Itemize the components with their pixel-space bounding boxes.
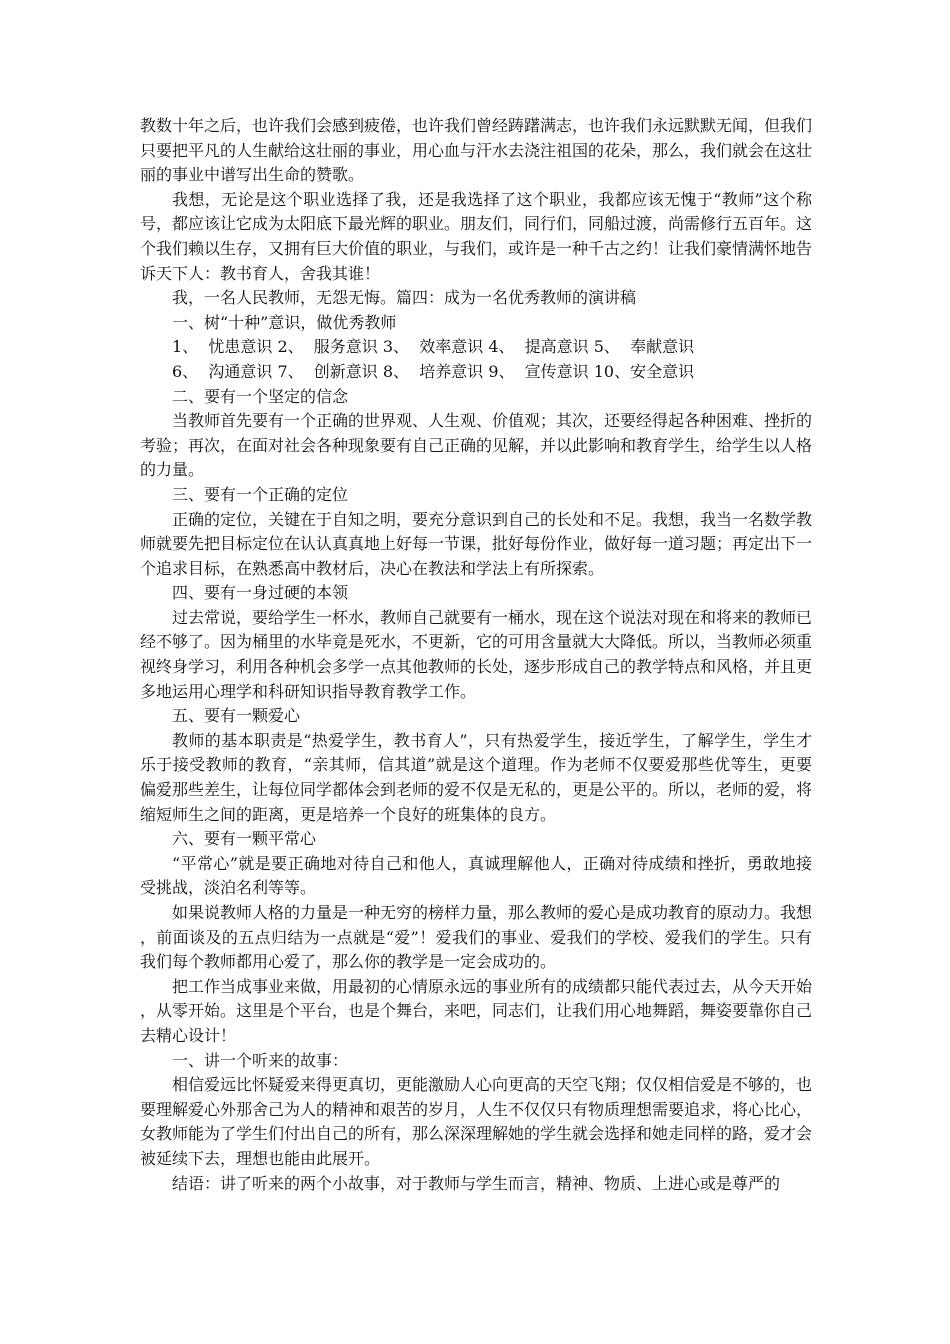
paragraph-8: “平常心”就是要正确地对待自己和他人，真诚理解他人，正确对待成绩和挫折，勇敢地接受挑战，淡泊名利等等。 (140, 853, 812, 898)
section-heading-1: 一、树“十种”意识，做优秀教师 (172, 312, 397, 332)
paragraph-2: 我想，无论是这个职业选择了我，还是我选择了这个职业，我都应该无愧于“教师”这个称号，都应该让它成为太阳底下最光辉的职业。朋友们，同行们，同船过渡，尚需修行五百年。这个我们赖以生存，又拥有巨大价值的职业，与我们，或许是一种千古之约！让我们豪情满怀地告诉天下人：教书育人，舍我其谁！ (140, 189, 813, 283)
paragraph-4: 当教师首先要有一个正确的世界观、人生观、价值观；其次，还要经得起各种困难、挫折的考验；再次，在面对社会各种现象要有自己正确的见解，并以此影响和教育学生，给学生以人格的力量。 (140, 411, 813, 480)
awareness-list-line-2: 6、 沟通意识 7、 创新意识 8、 培养意识 9、 宣传意识 10、安全意识 (172, 361, 695, 381)
paragraph-10: 把工作当成事业来做，用最初的心情原永远的事业所有的成绩都只能代表过去，从今天开始，从零开始。这里是个平台，也是个舞台，来吧，同志们，让我们用心地舞蹈，舞姿要靠你自己去精心设计！ (140, 976, 813, 1045)
paragraph-3: 我，一名人民教师，无怨无悔。篇四：成为一名优秀教师的演讲稿 (172, 288, 637, 308)
paragraph-1: 教数十年之后，也许我们会感到疲倦，也许我们曾经踌躇满志，也许我们永远默默无闻，但我们只要把平凡的人生献给这壮丽的事业，用心血与汗水去浇注祖国的花朵，那么，我们就会在这壮丽的事业中谱写出生命的赞歌。 (140, 116, 813, 185)
awareness-list-line-1: 1、 忧患意识 2、 服务意识 3、 效率意识 4、 提高意识 5、 奉献意识 (172, 337, 695, 357)
paragraph-conclusion: 结语：讲了听来的两个小故事，对于教师与学生而言，精神、物质、上进心或是尊严的 (172, 1173, 781, 1193)
section-heading-6: 六、要有一颗平常心 (172, 829, 317, 849)
section-heading-5: 五、要有一颗爱心 (172, 706, 301, 726)
section-heading-2: 二、要有一个坚定的信念 (172, 386, 349, 406)
document-page (140, 114, 812, 1196)
section-heading-4: 四、要有一身过硬的本领 (172, 583, 349, 603)
paragraph-11: 相信爱远比怀疑爱来得更真切，更能激励人心向更高的天空飞翔；仅仅相信爱是不够的，也要理解爱心外那舍己为人的精神和艰苦的岁月，人生不仅仅只有物质理想需要追求，将心比心，女教师能为了学生们付出自己的所有，那么深深理解她的学生就会选择和她走同样的路，爱才会被延续下去，理想也能由此展开。 (140, 1075, 813, 1168)
paragraph-6: 过去常说，要给学生一杯水，教师自己就要有一桶水，现在这个说法对现在和将来的教师已经不够了。因为桶里的水毕竟是死水，不更新，它的可用含量就大大降低。所以，当教师必须重视终身学习，利用各种机会多学一点其他教师的长处，逐步形成自己的教学特点和风格，并且更多地运用心理学和科研知识指导教育教学工作。 (140, 607, 813, 701)
paragraph-7: 教师的基本职责是“热爱学生，教书育人”，只有热爱学生，接近学生，了解学生，学生才乐于接受教师的教育，“亲其师，信其道”就是这个道理。作为老师不仅要爱那些优等生，更要偏爱那些差生，让每位同学都体会到老师的爱不仅是无私的，更是公平的。所以，老师的爱，将缩短师生之间的距离，更是培养一个良好的班集体的良方。 (140, 730, 813, 824)
section-heading-3: 三、要有一个正确的定位 (172, 484, 349, 504)
paragraph-9: 如果说教师人格的力量是一种无穷的榜样力量，那么教师的爱心是成功教育的原动力。我想，前面谈及的五点归结为一点就是“爱”！爱我们的事业、爱我们的学校、爱我们的学生。只有我们每个教师都用心爱了，那么你的教学是一定会成功的。 (140, 903, 813, 972)
section-heading-story: 一、讲一个听来的故事： (172, 1050, 349, 1070)
paragraph-5: 正确的定位，关键在于自知之明，要充分意识到自己的长处和不足。我想，我当一名数学教师就要先把目标定位在认认真真地上好每一节课，批好每份作业，做好每一道习题；再定出下一个追求目标，在熟悉高中教材后，决心在教法和学法上有所探索。 (140, 509, 813, 578)
